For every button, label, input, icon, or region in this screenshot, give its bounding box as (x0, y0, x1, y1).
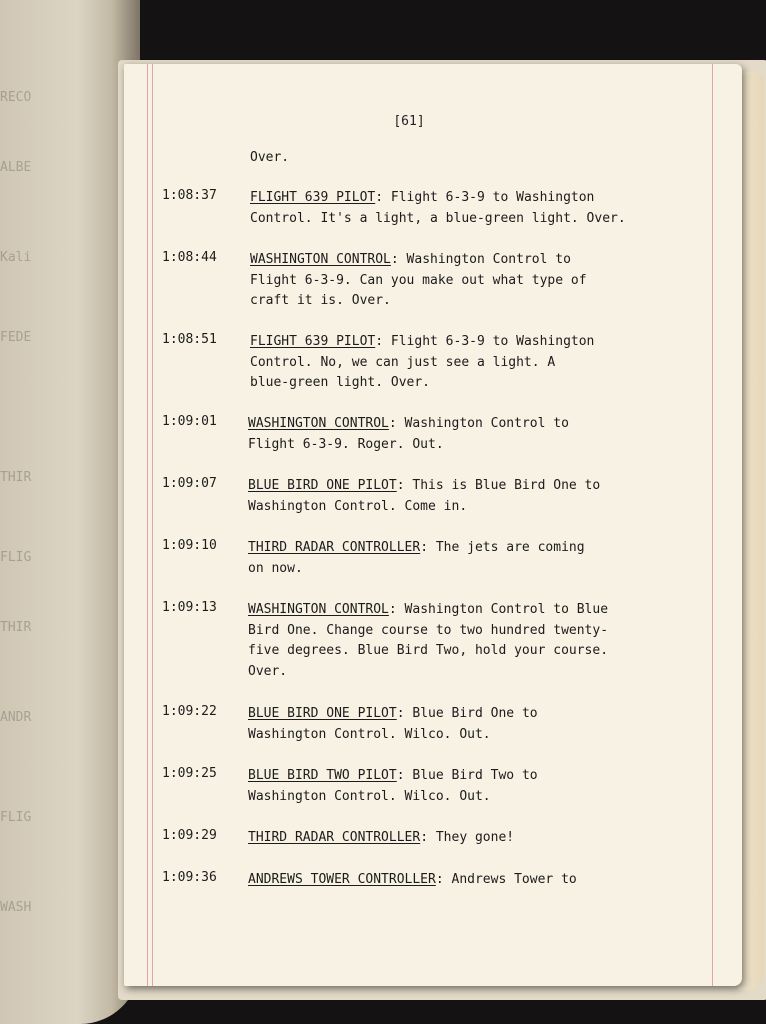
entry-text (250, 188, 670, 229)
text-line: Flight 6-3-9. Roger. Out. (248, 436, 444, 452)
entry-text (248, 414, 668, 455)
text-line: : Andrews Tower to (435, 872, 577, 887)
timestamp: 1:08:51 (162, 332, 217, 347)
speaker-name: FLIGHT 639 PILOT (250, 334, 376, 349)
speaker-name: BLUE BIRD ONE PILOT (248, 478, 397, 493)
timestamp: 1:09:29 (162, 828, 217, 843)
margin-line (712, 64, 713, 986)
ghost-text: ALBE (0, 160, 32, 175)
speaker-name: BLUE BIRD TWO PILOT (248, 768, 397, 783)
ghost-text: FEDE (0, 330, 32, 345)
timestamp: 1:08:44 (162, 250, 217, 265)
margin-line (147, 64, 148, 986)
text-line: : Blue Bird One to (396, 706, 538, 721)
text-line: : Flight 6-3-9 to Washington (375, 334, 595, 349)
speaker-name: WASHINGTON CONTROL (250, 252, 391, 267)
text-line: Washington Control. Wilco. Out. (248, 788, 491, 804)
entry-text (248, 476, 668, 517)
text-line: Control. It's a light, a blue-green light. Over. (250, 210, 626, 226)
ghost-text: THIR (0, 470, 32, 485)
timestamp: 1:09:07 (162, 476, 217, 491)
speaker-name: FLIGHT 639 PILOT (250, 190, 376, 205)
page-number: [61] (393, 114, 425, 129)
entry-text (248, 828, 668, 849)
text-line: Bird One. Change course to two hundred twenty- (248, 622, 609, 638)
timestamp: 1:09:10 (162, 538, 217, 553)
text-line: : This is Blue Bird One to (396, 478, 601, 493)
entry-text (248, 600, 668, 682)
timestamp: 1:09:36 (162, 870, 217, 885)
speaker-name: WASHINGTON CONTROL (248, 416, 389, 431)
text-line: craft it is. Over. (250, 293, 391, 308)
text-line: five degrees. Blue Bird Two, hold your course. (248, 643, 609, 658)
text-line: : Blue Bird Two to (396, 768, 538, 783)
entry-text (248, 766, 668, 807)
text-line: Flight 6-3-9. Can you make out what type of (250, 272, 587, 288)
entry-text (250, 332, 670, 394)
text-line: : Washington Control to Blue (388, 602, 609, 617)
timestamp: 1:09:13 (162, 600, 217, 615)
ghost-text: FLIG (0, 810, 32, 825)
entry-text (248, 538, 668, 579)
ghost-text: RECO (0, 90, 32, 105)
text-line: : Washington Control to (390, 252, 571, 267)
speaker-name: THIRD RADAR CONTROLLER (248, 540, 421, 555)
entry-text (248, 704, 668, 745)
text-line: : They gone! (420, 830, 515, 845)
text-line: Over. (248, 663, 288, 679)
text-line: Washington Control. Come in. (248, 498, 468, 514)
entry-text (250, 250, 670, 312)
ghost-text: FLIG (0, 550, 32, 565)
speaker-name: ANDREWS TOWER CONTROLLER (248, 872, 436, 887)
timestamp: 1:09:25 (162, 766, 217, 781)
text-line: blue-green light. Over. (250, 375, 431, 390)
text-line: : Flight 6-3-9 to Washington (375, 190, 595, 205)
text-line: : The jets are coming (420, 540, 585, 555)
ghost-text: THIR (0, 620, 32, 635)
margin-line (152, 64, 153, 986)
ghost-text: WASH (0, 900, 32, 915)
text-line: Control. No, we can just see a light. A (250, 354, 556, 370)
speaker-name: THIRD RADAR CONTROLLER (248, 830, 421, 845)
timestamp: 1:09:01 (162, 414, 217, 429)
ghost-text: Kali (0, 250, 32, 265)
text-line: on now. (248, 560, 303, 576)
speaker-name: BLUE BIRD ONE PILOT (248, 706, 397, 721)
transcript-page (124, 64, 742, 986)
timestamp: 1:08:37 (162, 188, 217, 203)
entry-text (248, 870, 668, 891)
text-line: : Washington Control to (388, 416, 569, 431)
ghost-text: ANDR (0, 710, 32, 725)
continuation-text: Over. (250, 150, 290, 165)
timestamp: 1:09:22 (162, 704, 217, 719)
speaker-name: WASHINGTON CONTROL (248, 602, 389, 617)
text-line: Washington Control. Wilco. Out. (248, 726, 491, 742)
